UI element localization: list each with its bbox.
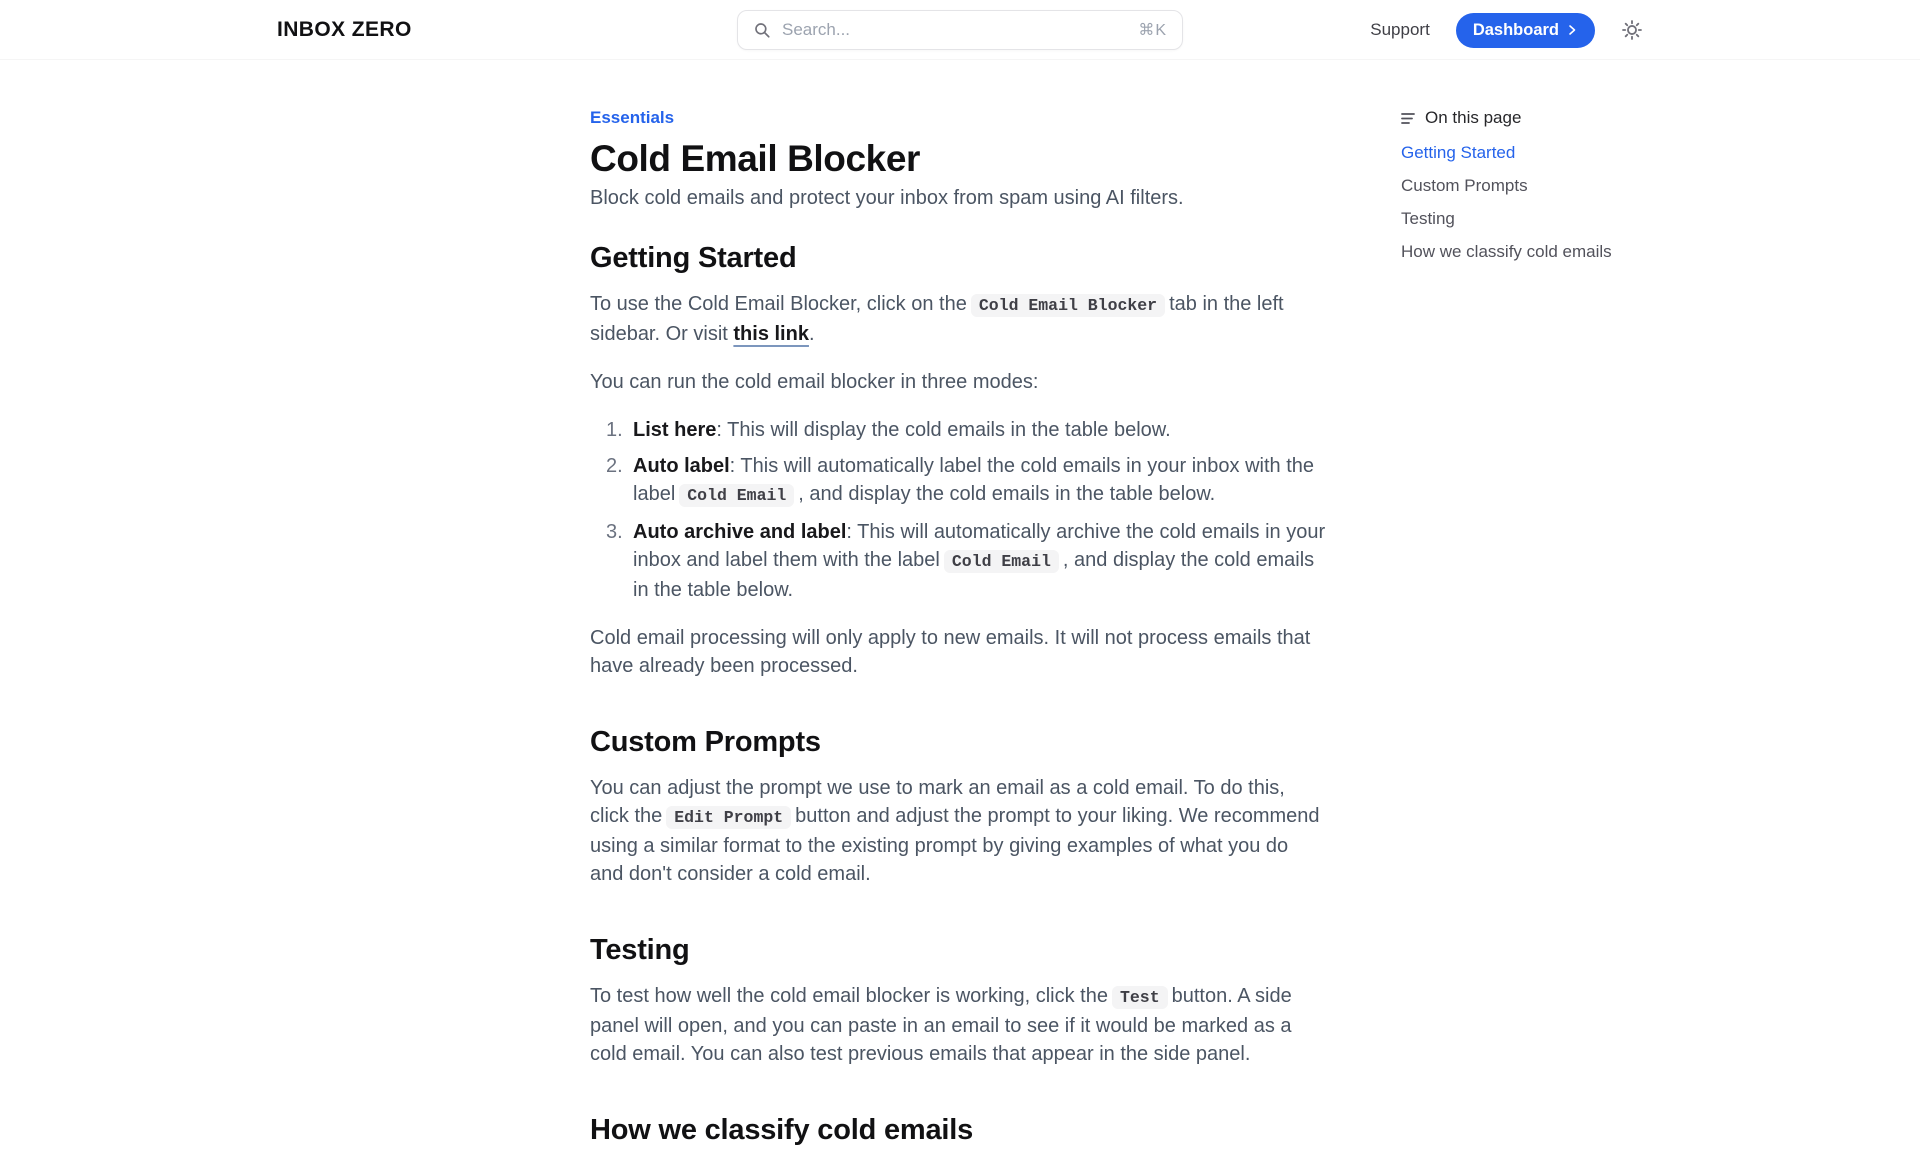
dashboard-button[interactable] — [1456, 13, 1595, 48]
search-placeholder: Search... — [782, 20, 851, 39]
paragraph-getting-started-2: You can run the cold email blocker in three modes: — [590, 371, 1039, 393]
modes-list — [590, 416, 1326, 604]
dashboard-button-label: Dashboard — [1472, 20, 1559, 39]
heading-getting-started: Getting Started — [590, 242, 797, 274]
page-subtitle: Block cold emails and protect your inbox from spam using AI filters. — [590, 187, 1184, 209]
support-link[interactable]: Support — [1370, 20, 1430, 39]
paragraph-getting-started-1: To use the Cold Email Blocker, click on the Cold Email Blocker tab in the left sidebar. Or visit this link. — [590, 293, 1284, 345]
paragraph-testing: To test how well the cold email blocker is working, click the Test button. A side panel will open, and you can paste in an email to see if it would be marked as a cold email. You can also test previous emails that appear in the side panel. — [590, 985, 1292, 1065]
code-test: Test — [1112, 986, 1168, 1009]
header-actions — [1370, 0, 1643, 60]
doc-article — [590, 60, 1326, 1162]
search-shortcut-hint: ⌘K — [1138, 22, 1167, 39]
paragraph-custom-prompts: You can adjust the prompt we use to mark an email as a cold email. To do this, click the Edit Prompt button and adjust the prompt to your liking. We recommend using a similar format to the existing prompt by giving examples of what you do and don't consider a cold email. — [590, 777, 1320, 885]
toc-list-icon — [1401, 111, 1415, 125]
paragraph-getting-started-3: Cold email processing will only apply to new emails. It will not process emails that have already been processed. — [590, 627, 1311, 677]
toc-header — [1401, 108, 1641, 128]
list-item-auto-label: Auto label: This will automatically label the cold emails in your inbox with the label Cold Email , and display the cold emails in the table below. — [633, 455, 1315, 505]
toc-item-how-we-classify[interactable]: How we classify cold emails — [1401, 242, 1612, 261]
page-title: Cold Email Blocker — [590, 138, 921, 179]
heading-testing: Testing — [590, 934, 690, 966]
theme-toggle-sun-icon[interactable] — [1621, 19, 1643, 41]
breadcrumb[interactable]: Essentials — [590, 108, 675, 127]
toc-item-custom-prompts[interactable]: Custom Prompts — [1401, 176, 1528, 195]
list-item-auto-archive-label: Auto archive and label: This will automatically archive the cold emails in your inbox and label them with the label Cold Email , and display the cold emails in the table below. — [633, 521, 1326, 601]
this-link-anchor[interactable]: this link — [733, 323, 809, 345]
search-icon — [753, 21, 771, 39]
toc-title: On this page — [1425, 108, 1522, 127]
top-navbar — [0, 0, 1920, 60]
heading-custom-prompts: Custom Prompts — [590, 726, 821, 758]
toc-item-getting-started[interactable]: Getting Started — [1401, 143, 1516, 162]
chevron-right-icon — [1566, 24, 1578, 36]
inbox-zero-logo[interactable]: INBOX ZERO — [277, 18, 412, 41]
list-item-list-here: List here: This will display the cold emails in the table below. — [633, 419, 1171, 441]
code-edit-prompt: Edit Prompt — [666, 806, 791, 829]
code-cold-email: Cold Email — [679, 484, 794, 507]
search-input[interactable] — [737, 10, 1183, 50]
code-cold-email: Cold Email — [944, 550, 1059, 573]
on-this-page-panel — [1401, 108, 1641, 275]
code-cold-email-blocker: Cold Email Blocker — [971, 294, 1165, 317]
toc-item-testing[interactable]: Testing — [1401, 209, 1455, 228]
heading-how-we-classify: How we classify cold emails — [590, 1114, 974, 1146]
